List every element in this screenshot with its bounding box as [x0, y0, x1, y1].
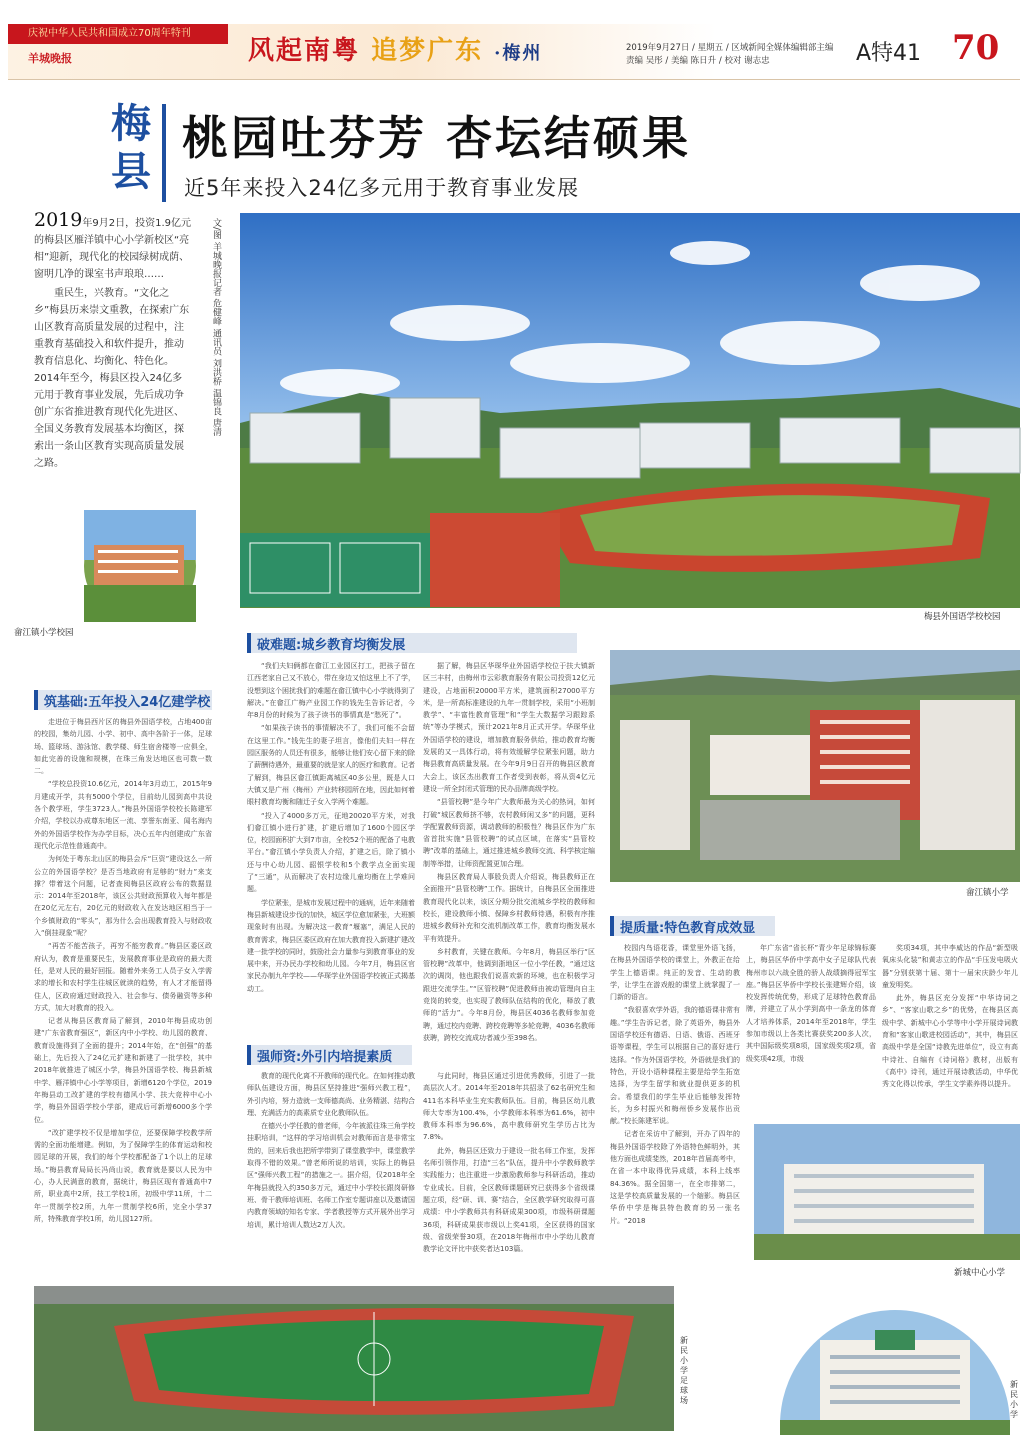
section-slogan	[248, 30, 542, 67]
body-column-7	[746, 942, 876, 1122]
paragraph: “县管校聘”是今年广大教师最为关心的热词，如何打破“城区教师挤不够，农村教师闲又多”的问题，更科学配置教师资源，调动教师的积极性？梅县区作为广东省首批实施“县管校聘”的试点区域，在落实“县管校聘”改革的基础上，通过推进城乡教师交流、科学核定编制等举措，让师资配置更加合理。	[423, 798, 595, 868]
paragraph: 校园内鸟语花香，课堂里外语飞扬，在梅县外国语学校的课堂上，外教正在给学生上德语课。纯正的发音、生动的教学，让学生在游戏般的课堂上就掌握了一门新的语言。	[610, 944, 740, 1002]
paragraph: 此外，梅县区充分发挥“中华诗词之乡”、“客家山歌之乡”的优势，在梅县区高级中学、新城中心小学等中小学开展诗词教育和“客家山歌进校园活动”，其中，梅县区高级中学是全国“诗教先进单位”，设立有高中诗社、自编有《诗词格》教材，出版有《高中》诗刊，通过开展诗教活动，中华优秀文化得以传承，学生文学素养得以提升。	[882, 994, 1018, 1089]
shejiang-campus-photo	[610, 650, 1020, 882]
section-tag: 提质量:	[620, 920, 665, 936]
section-title: 特色教育成效显	[664, 920, 756, 936]
editors-line: 责编 吴彤 / 美编 陈日升 / 校对 谢志忠	[626, 56, 770, 66]
body-column-3	[423, 660, 595, 1042]
paragraph: 记者从梅县区教育局了解到，2010年梅县成功创建“广东省教育强区”，新区内中小学校、幼儿园的教育、教育设施得到了全面的提升；2014年始，在“创强”的基础上，先后投入了24亿元扩建和新建了一批学校，其中2018年就推进了城区小学，梅县外国语学校、梅县新城中学、雁洋镇中心小学等项目，新增6120个学位，2019年梅县动工改扩建的学校有德风小学、扶大竞梓中心小学，梅县外国语学校小学部，建成后可新增6000多个学位。	[34, 1017, 212, 1124]
section-title: 五年投入24亿建学校	[88, 694, 211, 710]
main-campus-photo	[240, 213, 1020, 607]
body-column-4	[247, 1070, 415, 1282]
section-head-quality	[610, 916, 775, 936]
xincheng-school-photo	[754, 1124, 1020, 1260]
divider	[162, 104, 166, 202]
slogan-b: 追梦广东	[371, 36, 484, 66]
small-photo-caption: 畲江镇小学校园	[14, 628, 74, 638]
slogan-a: 风起南粤	[248, 36, 361, 66]
body-column-8	[882, 942, 1018, 1122]
section-head-foundation	[34, 690, 212, 710]
paragraph: 此外，梅县区还致力于建设一批名师工作室，发挥名师引领作用，打造“三名”队伍，提升中小学教师教学实践能力；也注重进一步激励教师参与科研活动，推动专业成长。目前，全区教师课题研究已获得多个省级课题立项，经“研、训、赛”结合，全区教学研究取得可喜成绩：中小学教师共有科研成果300项，市级科研课题36项，科研成果获市级以上奖41项，全区获得的国家级、省级荣誉30项，在2018年梅州市中小学幼儿教育教学论文评比中获奖者达103篇。	[423, 1146, 595, 1254]
xinmin-caption: 新民小学	[1010, 1380, 1018, 1419]
lead-p2: 重民生，兴教育。“文化之乡”梅县历来崇文重教，在探索广东山区教育高质量发展的过程中，注重教育基础投入和软件提升，推动教育信息化、均衡化、特色化。2014年至今，梅县区投入24亿多元用于教育事业发展，先后成功争创广东省推进教育现代化先进区、全国义务教育发展基本均衡区，探索出一条山区教育实现高质量发展之路。	[34, 288, 190, 469]
paragraph: 教育的现代化离不开教师的现代化。在如何推动教师队伍建设方面，梅县区坚持推进“强师兴教工程”，外引内培，努力造就一支师德高尚、业务精湛、结构合理、充满活力的高素质专业化教师队伍。	[247, 1072, 415, 1117]
right-photo-caption: 畲江镇小学	[966, 888, 1009, 898]
paragraph: 奖项34项，其中李威达的作品“新型吸氧床头化装”和黄志立的作品“手压发电吸火器”分别获第十届、第十一届宋庆龄少年儿童发明奖。	[882, 944, 1018, 989]
xinmin-school-photo	[780, 1310, 1010, 1435]
paragraph: 年广东省“省长杯”青少年足球锦标赛上，梅县区华侨中学高中女子足球队代表梅州市以六战全胜的骄人战绩摘得冠军宝座。”梅县区华侨中学校长张建辉介绍，该校发挥传统优势，形成了足球特色教育品牌，并建立了从小学到高中一条龙的体育人才培养体系，2014年至2018年，学生参加市级以上各类比赛获奖200多人次，其中国际级奖项8项，国家级奖项2项，省级奖项42项，市级	[746, 944, 876, 1063]
section-tag: 破难题:	[257, 637, 302, 653]
byline: 文/图 羊城晚报记者 危健峰 通讯员 刘洪桥 温锦良 唐清	[211, 218, 221, 437]
page-meta	[626, 42, 833, 68]
section-head-teachers	[247, 1045, 412, 1065]
paragraph: “改扩建学校不仅是增加学位，还要保障学校教学所需的全面功能增建。例如，为了保障学生的体育运动和校园足球的开展，我们的每个学校都配备了1个以上的足球场。”梅县教育局局长冯尚山说，教育就是要以人民为中心，办人民满意的教育，据统计，梅县区现有普通高中7所，职业高中2所，技工学校1所，初级中学11所，十二年一贯制学校2所，九年一贯制学校6所，完全小学37所，特殊教育学校1所，幼儿园127所。	[34, 1128, 212, 1223]
slogan-city: ·梅州	[494, 43, 543, 64]
lead-year: 2019	[34, 209, 83, 231]
section-bar	[247, 1045, 251, 1065]
subtitle: 近5年来投入24亿多元用于教育事业发展	[184, 176, 580, 200]
xincheng-caption: 新城中心小学	[954, 1268, 1006, 1278]
main-photo-caption: 梅县外国语学校校园	[924, 612, 1001, 622]
section-head-balance	[247, 633, 577, 653]
paragraph: 为何处于粤东北山区的梅县会斥“巨资”建设这么一所公立的外国语学校？是否当地政府有足够的“财力”来支撑？带着这个问题，记者查阅梅县区政府公布的数据显示：2014年至2018年，该区公共财政预算收入每年都是在20亿元左右，20亿元的财政收入在发达地区相当于一个乡镇财政的“零头”，那为什么会出现教育投入与财政收入“倒挂现象”呢？	[34, 855, 212, 938]
section-title: 城乡教育均衡发展	[301, 637, 406, 653]
section-title: 外引内培提素质	[301, 1049, 393, 1065]
paragraph: 在德兴小学任教的曾老师，今年被派往珠三角学校挂职培训，“这样的学习培训机会对教师而言是非常宝贵的，回来后我也把所学带到了课堂教学中，课堂教学取得不错的效果。”曾老师所说的培训，实际上的梅县区“强师兴教工程”的措施之一。据介绍，仅2018年全年梅县就投入约350多万元，通过中小学校长跟岗研修班、骨干教师培训班、名师工作室专题讲座以及邀请国内教育领域的知名专家、学者教授等方式开展外出学习培训，累计培训人数达2万人次。	[247, 1122, 415, 1229]
masthead	[8, 24, 1020, 80]
paragraph: 走进位于梅县西片区的梅县外国语学校，占地400亩的校园，集幼儿园、小学、初中、高中各阶于一体，足球场、篮球场、游泳馆、教学楼、师生宿舍楼等一应俱全，如此完善的设施和规模，在珠三角发达地区也可数一数二。	[34, 718, 212, 776]
paragraph: “投入了4000多万元，征地20020平方米，对我们畲江镇小进行扩建，扩建后增加了1600个园区学位，校园面积扩大到7市亩，全校52个班的配备了电教平台。”畲江镇小学负责人介绍，扩建之后，除了镇小还与中心幼儿园、韶银学校和5个教学点全面实现了“三通”，从而解决了农村边缘儿童均衡在上学难问题。	[247, 811, 415, 894]
body-column-1	[34, 716, 212, 1278]
paragraph: 梅县区教育局人事股负责人介绍说，梅县教师正在全面推开“县管校聘”工作。据统计，自梅县区全面推进教育现代化以来，该区分期分批交流城乡学校的教师和校长，建设教师小镇、保障乡村教师待遇，积极有序推进城乡教师补充和交流机制改革工作，教育均衡发展水平有效提升。	[423, 873, 595, 943]
date-line: 2019年9月27日 / 星期五 / 区域新闻全媒体编辑部主编	[626, 43, 834, 53]
paragraph: 与此同时，梅县区通过引进优秀教师，引进了一批高层次人才。2014年至2018年共招录了62名研究生和411名本科毕业生充实教师队伍。目前，梅县区幼儿教师大专率为100.4%，小学教师本科率为61.6%，初中教师本科率为96.6%，高中教师研究生学历占比为7.8%。	[423, 1072, 595, 1142]
section-bar	[610, 916, 614, 936]
page-title: 桃园吐芬芳 杏坛结硕果	[182, 111, 692, 165]
anniversary-70-badge: 70	[952, 28, 1000, 68]
lead-text: 年9月2日，投资1.9亿元的梅县区雁洋镇中心小学新校区“亮相”迎新，现代化的校园绿树成荫、窗明几净的课室书声琅琅……	[34, 218, 191, 280]
paragraph: 学位紧张，是城市发展过程中的通病，近年来随着梅县新城建设步伐的加快，城区学位愈加紧张，大班额现象时有出现。为解决这一教育“堰塞”，满足人民的教育需求，梅县区委区政府在加大教育投入新建扩建改建一批学校的同时，鼓励社会力量参与到教育事业的发展中来，开办民办学校和幼儿园。今年7月，梅县区官家民办制九年学校——华琛学业外国语学校被正式揭基动工。	[247, 898, 415, 993]
newspaper-logo: 羊城晚报	[28, 52, 72, 65]
section-bar	[247, 633, 251, 653]
anniversary-banner: 庆祝中华人民共和国成立70周年特刊	[8, 24, 228, 44]
section-bar	[34, 690, 38, 710]
paragraph: “如果孩子读书的事情解决不了，我们可能不会留在这里工作。”钱先生的妻子坦言，像他们夫妇一样在园区服务的人员还有很多，能够让他们安心留下来的除了薪酬待遇外，最重要的就是家人的医疗和教育。记者了解到，梅县区畲江镇距离城区40多公里，既是人口大镇又是广州（梅州）产业转移园所在地，因此如何着眼村教育均衡和随迁子女入学两个难题。	[247, 724, 415, 807]
page-number: A特41	[856, 41, 922, 66]
body-column-5	[423, 1070, 595, 1282]
shejiang-school-photo	[84, 510, 196, 622]
body-column-2	[247, 660, 415, 1030]
paragraph: “再苦不能苦孩子，再穷不能穷教育。”梅县区委区政府认为，教育是重要民生，发展教育事业是政府的最大责任，是对人民的最好回报。随着外来务工人员子女入学需求的增长和农村学生往城区就读的趋势，有人才才能留得住人，区政府通过财政投入、社会参与、债务融资等多种方式，加大对教育的投入。	[34, 942, 212, 1012]
football-caption: 新民小学足球场	[680, 1336, 688, 1405]
paragraph: “我很喜欢学外语，我的德语课非常有趣。”学生告诉记者，除了英语外，梅县外国语学校还有德语、日语、俄语、西班牙语等课程，学生可以根据自己的喜好进行选择。“作为外国语学校，外语就是我们的特色，开设小语种课程主要是给学生拓宽选择，为学生留学和就业提供更多的机会。希望我们的学生毕业后能够发挥特长，为乡村振兴和梅州侨乡发展作出贡献。”校长陈建军说。	[610, 1006, 740, 1126]
body-column-6	[610, 942, 740, 1282]
section-tag: 强师资:	[257, 1049, 302, 1065]
paragraph: 据了解，梅县区华琛华业外国语学校位于扶大镇新区三丰村，由梅州市云彩教育服务有限公司投资12亿元建设，占地面积20000平方米，建筑面积27000平方米，是一所高标准建设的九年一贯制学校，采用“小班制教学”、“丰富性教育管理”和“学生大数据学习跟踪系统”等办学模式，预计2021年8月正式开学。华琛华业外国语学校的建设，增加教育服务供给，推动教育均衡发展的又一具体行动，将有效缓解学位紧张问题，助力梅县教育高质量发展。在今年9月9日召开的梅县区教育大会上，该区杰出教育工作者受到表彰，将从资4亿元建设一所全封闭式管理的民办品牌高级学校。	[423, 662, 595, 793]
lead-paragraph	[34, 209, 192, 472]
paragraph: 乡村教育，关键在教师。今年8月，梅县区举行“区管校聘”改革中，他调到浙地区一位小学任教，“通过这次的调岗，他也跟我们说喜欢新的环境，也在积极学习跟进交流学生。”“区管校聘”促进教师由被动管理向自主竞岗的转变，也实现了教师队伍结构的优化，释放了教师的“活力”。今年8月份，梅县区4036名教师参加竞聘，通过校内竞聘、跨校竞聘等多轮竞聘，4036名教师获聘，跨校交流成功者减少至398名。	[423, 947, 595, 1042]
county-label: 梅县	[111, 100, 151, 195]
paragraph: “我们夫妇俩都在畲江工业园区打工，把孩子留在江西老家自己又不放心，带在身边又怕这里上不了学，没想到这个困扰我们的难题在畲江镇中心小学就得到了解决。”在畲江广梅产业园工作的钱先生告诉记者，今年8月份的时候为了孩子读书的事情真是“愁死了”。	[247, 662, 415, 720]
xinmin-football-photo	[34, 1286, 674, 1431]
paragraph: “学校总投资10.6亿元，2014年3月动工，2015年9月建成开学，共有5000个学位，目前幼儿园到高中共设各个教学班，学生3723人。”梅县外国语学校校长陈建军介绍，学校以办成尊东地区一流、享誉东南亚、闻名海内外的外国语学校作为办学目标，决心五年内创建成广东省现代化示范性普通高中。	[34, 780, 212, 850]
paragraph: 记者在采访中了解到，开办了四年的梅县外国语学校除了外语特色鲜明外，其他方面也成绩斐然，2018年首届高考中，在省一本中取得优异成绩，本科上线率84.36%。据全国第一，在全市排第二，这是学校高质量发展的一个缩影。梅县区华侨中学是梅县特色教育的另一张名片。“2018	[610, 1130, 740, 1225]
section-tag: 筑基础:	[44, 694, 89, 710]
